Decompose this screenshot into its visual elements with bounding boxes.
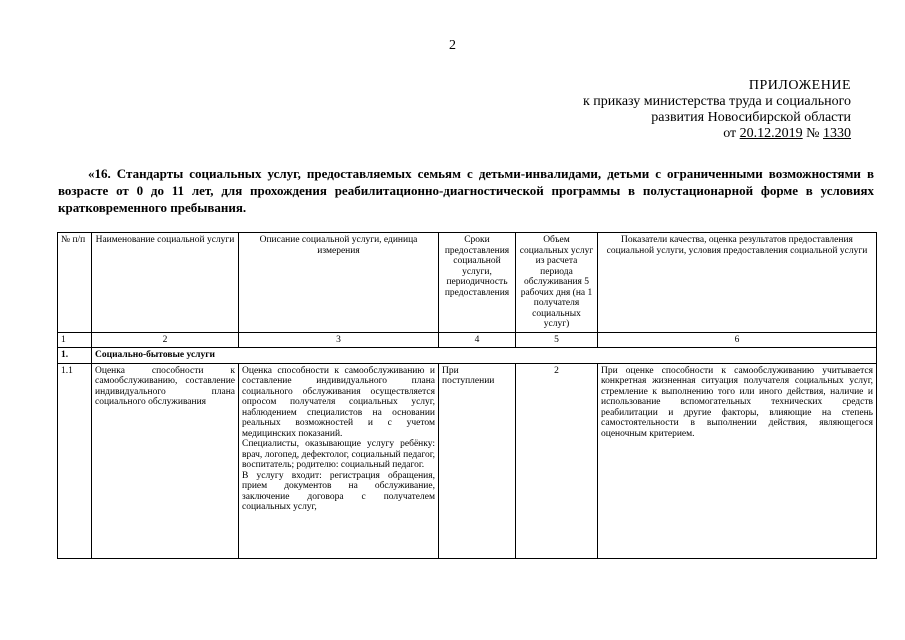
service-name: Оценка способности к самообслуживанию, составление индивидуального плана социального обслуживания [92, 363, 239, 558]
description-paragraph-3: В услугу входит: регистрация обращения, прием документов на обслуживание, заключение договора с получателем социальных услуг, [242, 470, 435, 512]
column-number-row [58, 332, 877, 348]
header-description: Описание социальной услуги, единица измерения [239, 233, 439, 333]
appendix-order-line [583, 126, 851, 142]
service-quality: При оценке способности к самообслуживанию учитывается конкретная жизненная ситуация получателя социальных услуг, стремление к выполнению того или иного действия, наличие и использование вспомогательных технических средств реабилитации и другие факторы, влияющие на степень самостоятельности в выполнении действия, являющегося оценочным критерием. [598, 363, 877, 558]
section-title: Социально-бытовые услуги [92, 348, 877, 364]
appendix-date: 20.12.2019 [739, 126, 803, 141]
header-quality: Показатели качества, оценка результатов предоставления социальной услуги, условия предоставления социальной услуги [598, 233, 877, 333]
description-paragraph-2: Специалисты, оказывающие услугу ребёнку: врач, логопед, дефектолог, социальный педагог, воспитатель; родителю: социальный педагог. [242, 439, 435, 470]
header-num: № п/п [58, 233, 92, 333]
service-period: При поступлении [439, 363, 516, 558]
col-number-4: 4 [439, 332, 516, 348]
appendix-prefix: от [723, 126, 737, 141]
service-volume: 2 [516, 363, 598, 558]
appendix-line1: к приказу министерства труда и социального [582, 94, 851, 109]
appendix-block [583, 78, 851, 142]
appendix-number-sign: № [806, 126, 820, 141]
service-description [239, 363, 439, 558]
standards-table [57, 232, 877, 559]
table-row [58, 363, 877, 558]
appendix-title: ПРИЛОЖЕНИЕ [748, 78, 851, 93]
appendix-number: 1330 [823, 126, 851, 141]
description-paragraph-1: Оценка способности к самообслуживанию и составление индивидуального плана социального обслуживания осуществляется опросом получателя социальных услуг, наблюдением специалистов на основании реальных возможностей и с учетом медицинских показаний. [242, 365, 435, 439]
section-row [58, 348, 877, 364]
table-header-row [58, 233, 877, 333]
col-number-6: 6 [598, 332, 877, 348]
appendix-line2: развития Новосибирской области [651, 110, 851, 125]
row-number: 1.1 [58, 363, 92, 558]
header-volume: Объем социальных услуг из расчета периода обслуживания 5 рабочих дня (на 1 получателя социальных услуг) [516, 233, 598, 333]
header-period: Сроки предоставления социальной услуги, периодичность предоставления [439, 233, 516, 333]
col-number-2: 2 [92, 332, 239, 348]
col-number-3: 3 [239, 332, 439, 348]
header-name: Наименование социальной услуги [92, 233, 239, 333]
section-number: 1. [58, 348, 92, 364]
col-number-5: 5 [516, 332, 598, 348]
page-number: 2 [449, 38, 456, 53]
col-number-1: 1 [58, 332, 92, 348]
document-heading: «16. Стандарты социальных услуг, предоставляемых семьям с детьми-инвалидами, детьми с ограниченными возможностями в возрасте от 0 до 11 лет, для прохождения реабилитационно-диагностической программы в полустационарной форме в условиях кратковременного пребывания. [58, 166, 874, 215]
